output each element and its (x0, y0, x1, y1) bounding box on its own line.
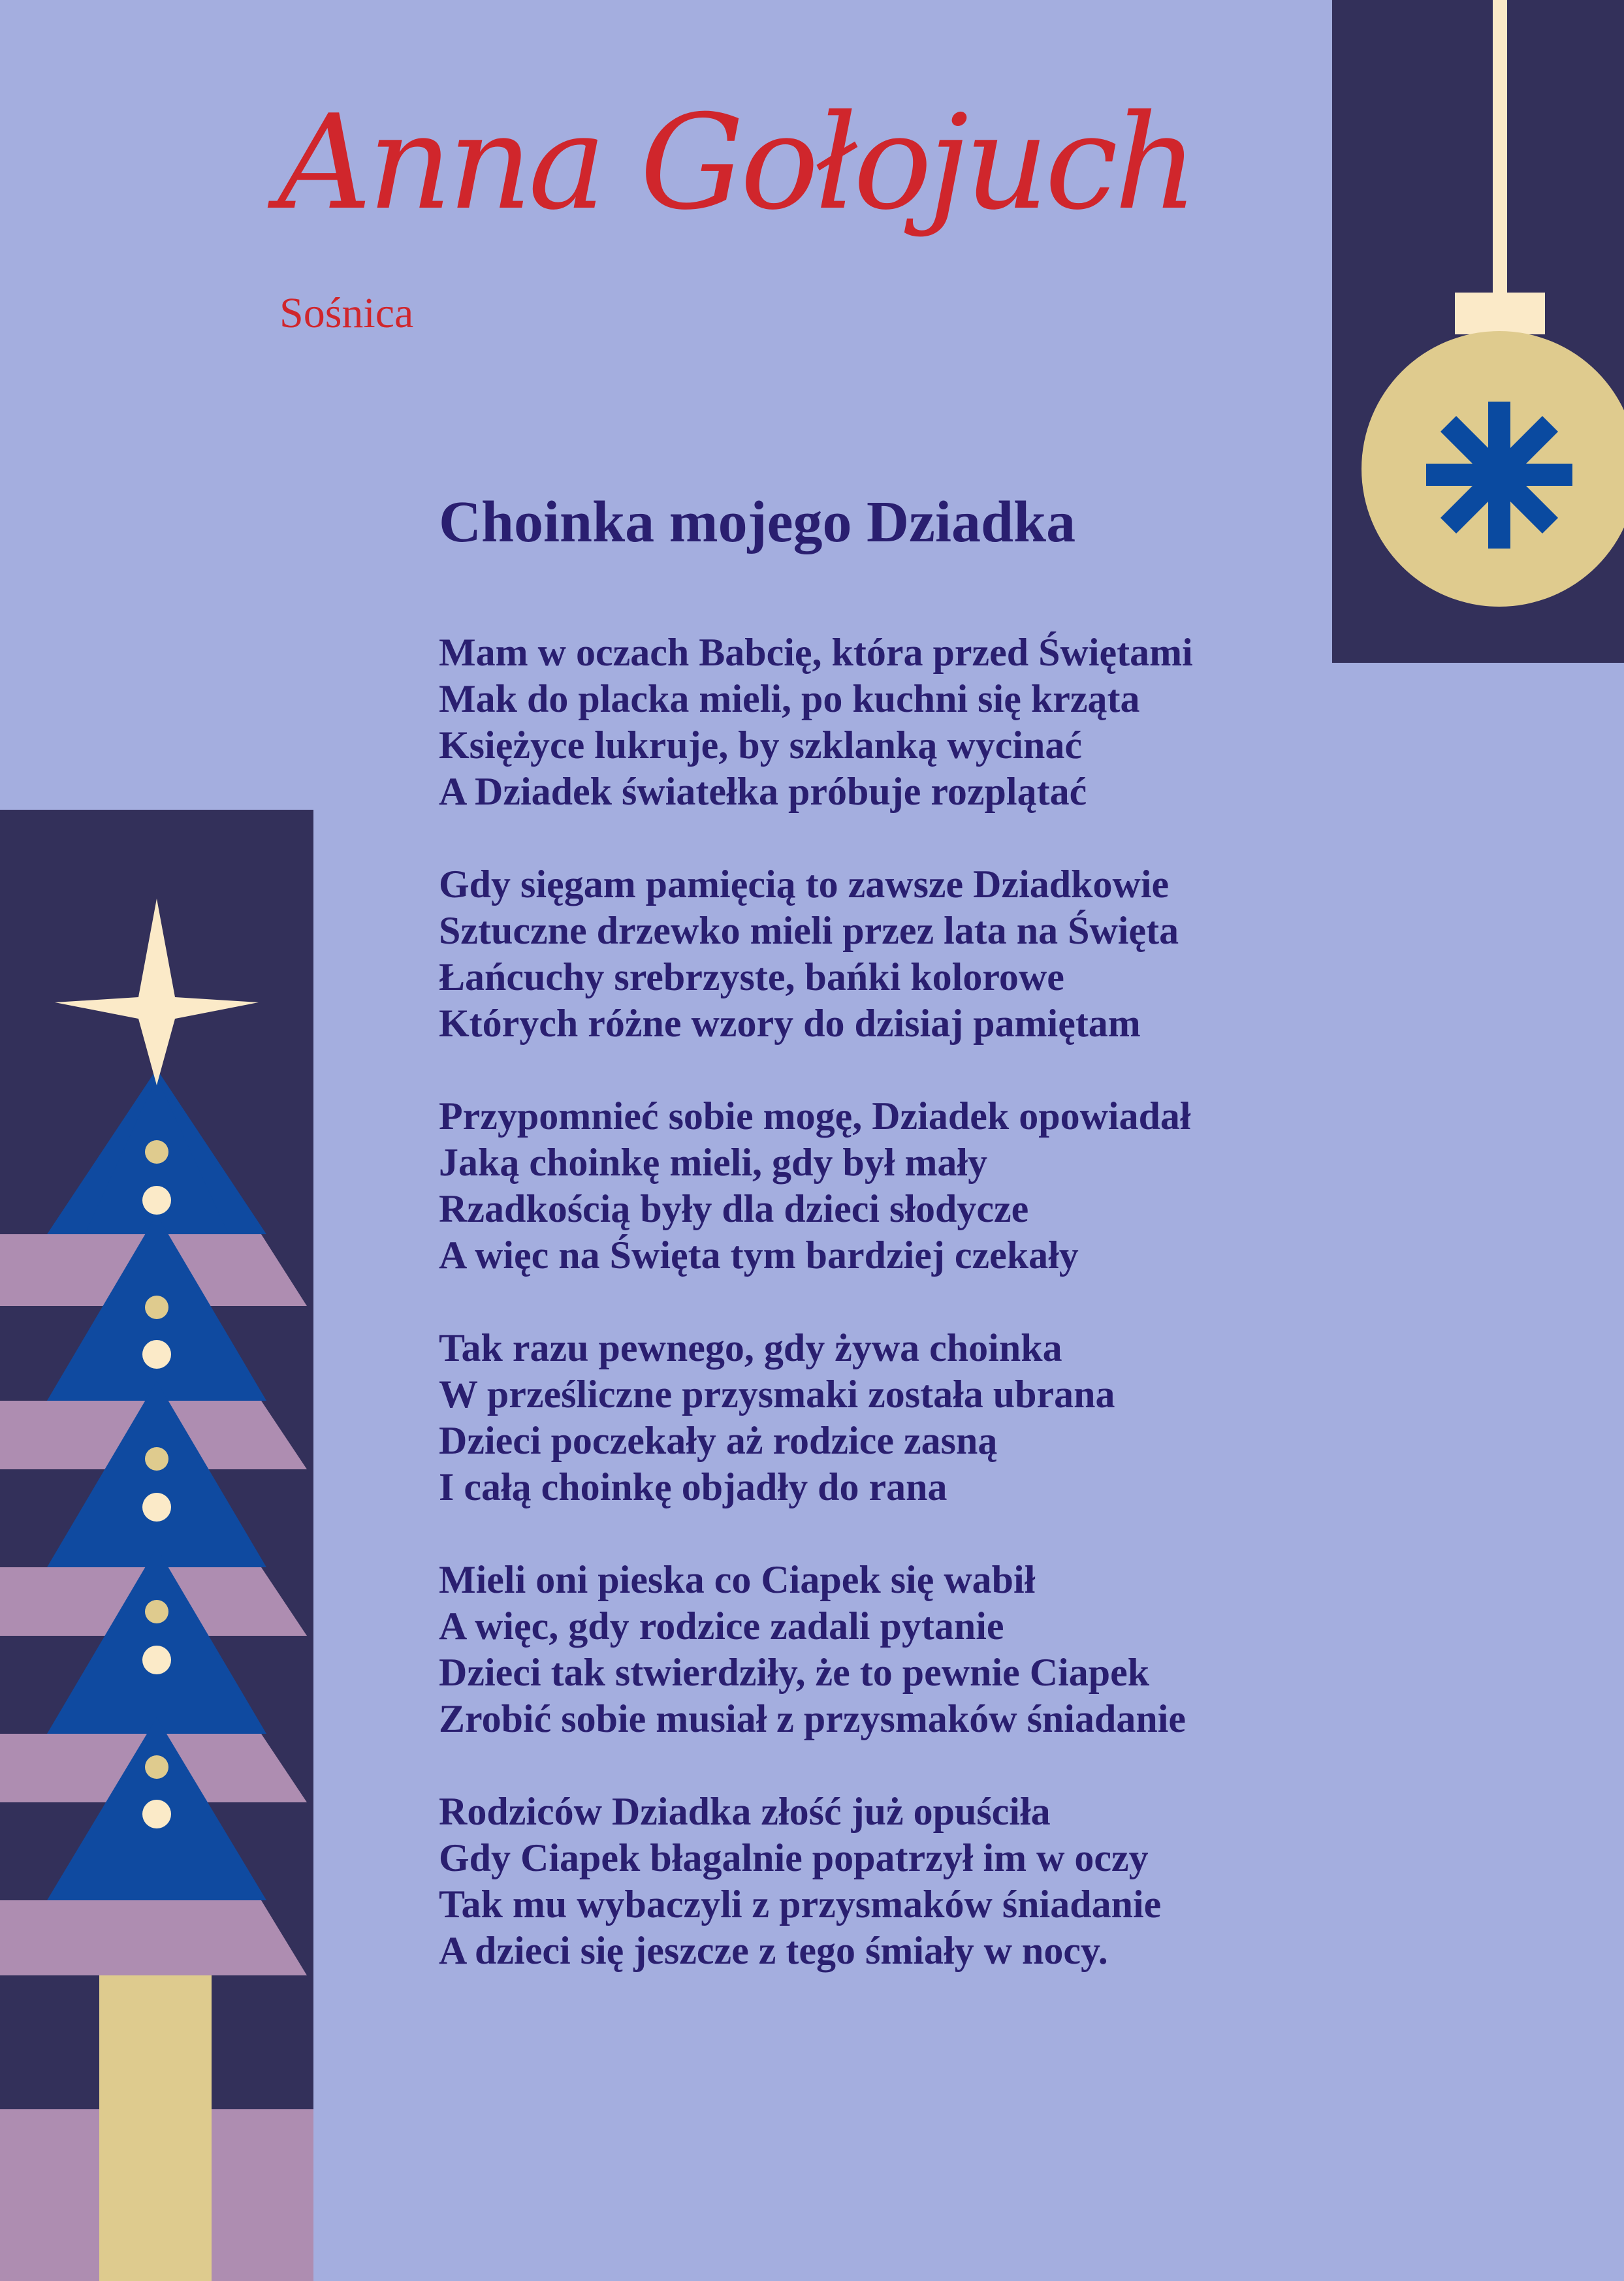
poem-stanza (439, 630, 1193, 815)
poem-line: Mak do placka mieli, po kuchni się krząta (439, 677, 1140, 720)
poem-line: Gdy Ciapek błagalnie popatrzył im w oczy (439, 1836, 1149, 1879)
poem-line: Sztuczne drzewko mieli przez lata na Święta (439, 909, 1179, 952)
poem-title: Choinka mojego Dziadka (439, 490, 1076, 554)
poem-line: Łańcuchy srebrzyste, bańki kolorowe (439, 955, 1064, 998)
poem-line: Księżyce lukruje, by szklanką wycinać (439, 724, 1082, 767)
poem-body (439, 630, 1193, 2020)
poem-stanza (439, 1789, 1193, 1974)
poem-stanza (439, 1093, 1193, 1279)
poem-stanza (439, 1325, 1193, 1510)
poem-stanza (439, 861, 1193, 1047)
poem-line: W prześliczne przysmaki została ubrana (439, 1373, 1115, 1416)
ornament-panel (1332, 0, 1624, 663)
tree-panel (0, 810, 313, 2281)
poem-line: A Dziadek światełka próbuje rozplątać (439, 770, 1087, 813)
poem-line: Dzieci poczekały aż rodzice zasną (439, 1419, 998, 1462)
poem-line: A dzieci się jeszcze z tego śmiały w nocy. (439, 1929, 1108, 1972)
poem-line: I całą choinkę objadły do rana (439, 1465, 947, 1508)
poem-line: Zrobić sobie musiał z przysmaków śniadanie (439, 1697, 1186, 1740)
poem-line: Tak mu wybaczyli z przysmaków śniadanie (439, 1883, 1162, 1926)
poem-line: Jaką choinkę mieli, gdy był mały (439, 1141, 988, 1184)
poem-line: A więc, gdy rodzice zadali pytanie (439, 1604, 1004, 1648)
poem-line: Których różne wzory do dzisiaj pamiętam (439, 1002, 1141, 1045)
poem-line: Mam w oczach Babcię, która przed Świętami (439, 631, 1193, 674)
poem-line: A więc na Święta tym bardziej czekały (439, 1234, 1079, 1277)
poem-line: Dzieci tak stwierdziły, że to pewnie Ciapek (439, 1651, 1150, 1694)
author-place: Sośnica (279, 289, 414, 337)
poem-line: Przypomnieć sobie mogę, Dziadek opowiadał (439, 1094, 1191, 1138)
poem-line: Tak razu pewnego, gdy żywa choinka (439, 1326, 1062, 1369)
poem-stanza (439, 1557, 1193, 1742)
poem-line: Mieli oni pieska co Ciapek się wabił (439, 1558, 1036, 1601)
author-name: Anna Gołojuch (278, 87, 1194, 239)
poem-line: Rodziców Dziadka złość już opuściła (439, 1790, 1051, 1833)
poem-line: Rzadkością były dla dzieci słodycze (439, 1187, 1029, 1230)
poem-line: Gdy sięgam pamięcią to zawsze Dziadkowie (439, 863, 1170, 906)
tree-trunk (99, 1968, 212, 2281)
